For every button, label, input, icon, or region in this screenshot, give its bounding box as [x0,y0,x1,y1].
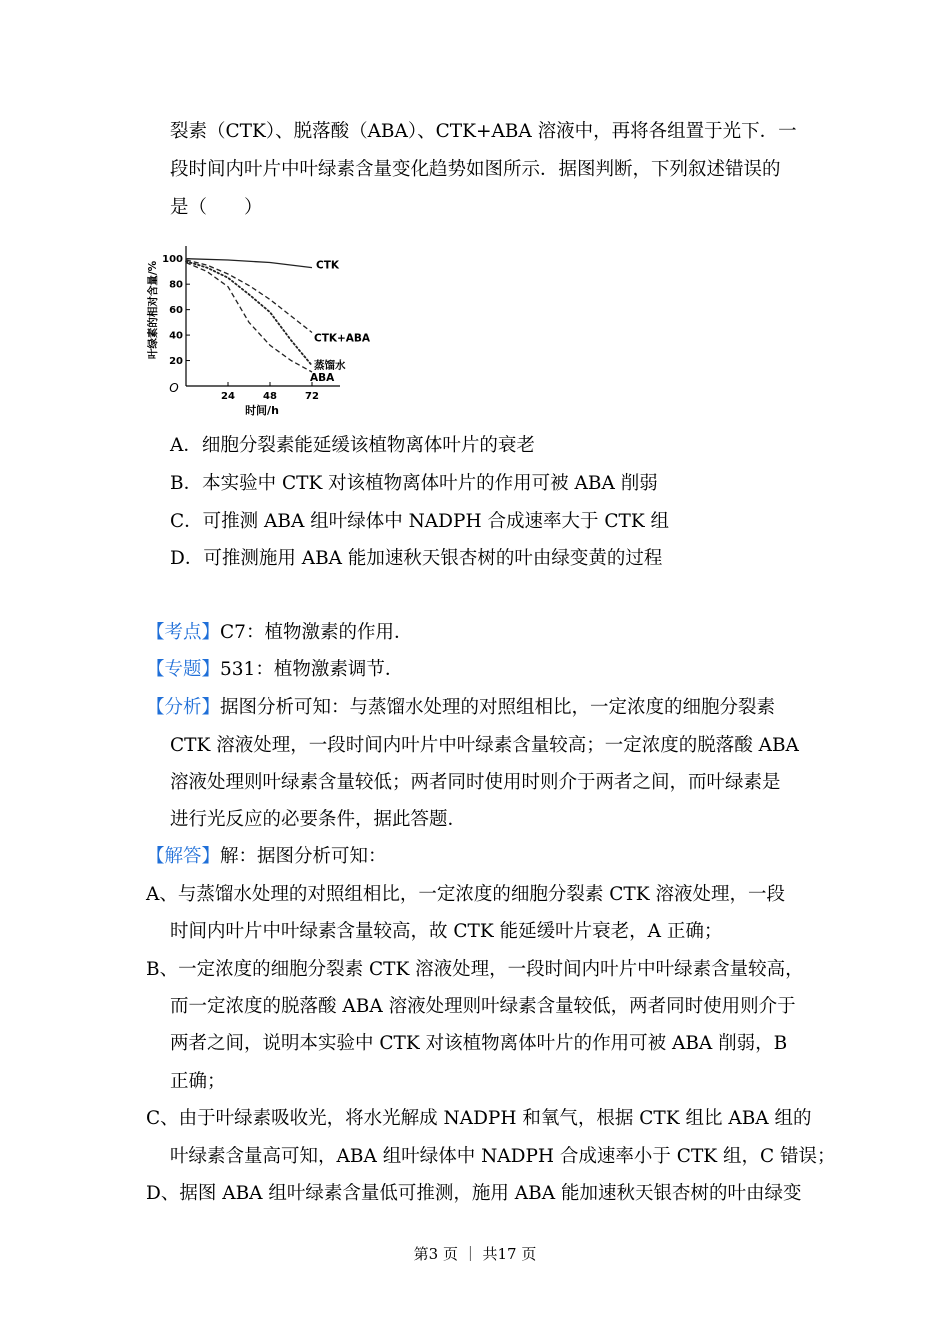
jieda-c-line-2: 叶绿素含量高可知，ABA 组叶绿体中 NADPH 合成速率小于 CTK 组，C 错误； [170,1146,836,1167]
series-label-3: ABA [310,372,335,384]
series-label-0: CTK [316,259,340,272]
jieda-b-line-4: 正确； [170,1071,226,1092]
kaodian-tag: 【考点】 [146,622,221,643]
option-a: A．细胞分裂素能延缓该植物离体叶片的衰老 [170,435,535,456]
chart-ytick-label-40: 40 [169,330,183,342]
fenxi-line-3: 溶液处理则叶绿素含量较低；两者同时使用时则介于两者之间，而叶绿素是 [170,772,781,793]
fenxi-line-4: 进行光反应的必要条件，据此答题． [170,809,467,830]
jieda-b-line-3: 两者之间，说明本实验中 CTK 对该植物离体叶片的作用可被 ABA 削弱，B [170,1033,788,1054]
series-label-1: CTK+ABA [314,332,370,345]
page-footer: 第3 页 ｜ 共17 页 [413,1245,537,1263]
chart-ytick-label-20: 20 [169,356,183,368]
fenxi-tag: 【分析】 [146,697,221,718]
question-line-2: 段时间内叶片中叶绿素含量变化趋势如图所示．据图判断，下列叙述错误的 [170,159,781,180]
zhuanti-tag: 【专题】 [146,659,221,680]
fenxi-line [146,699,775,718]
chart-series-layer [186,259,312,372]
series-line-0 [186,259,312,268]
fenxi-line-2: CTK 溶液处理，一段时间内叶片中叶绿素含量较高；一定浓度的脱落酸 ABA [170,735,799,756]
question-line-1: 裂素（CTK）、脱落酸（ABA）、CTK+ABA 溶液中，再将各组置于光下．一 [170,121,797,142]
jieda-text: 解：据图分析可知： [220,846,387,867]
jieda-b-line-2: 而一定浓度的脱落酸 ABA 溶液处理则叶绿素含量较低，两者同时使用则介于 [170,996,796,1017]
chart-xlabel: 时间/h [245,404,279,417]
chart-ytick-label-60: 60 [169,305,183,317]
series-label-2: 蒸馏水 [314,359,346,372]
jieda-d-line-1: D、据图 ABA 组叶绿素含量低可推测，施用 ABA 能加速秋天银杏树的叶由绿变 [146,1183,802,1204]
option-c: C．可推测 ABA 组叶绿体中 NADPH 合成速率大于 CTK 组 [170,511,670,532]
chart-origin-label: O [169,381,179,395]
chlorophyll-chart [140,238,370,420]
series-line-2 [186,261,312,365]
chart-xtick-label-24: 24 [221,391,235,402]
zhuanti-text: 531：植物激素调节． [220,659,404,680]
question-line-3: 是（ ） [170,197,263,218]
chart-labels-layer [310,260,370,384]
kaodian-text: C7：植物激素的作用． [220,622,413,643]
zhuanti-line [146,661,403,680]
chart-ylabel: 叶绿素的相对含量/% [147,260,159,360]
jieda-a-line-2: 时间内叶片中叶绿素含量较高，故 CTK 能延缓叶片衰老，A 正确； [170,921,723,942]
jieda-a-line-1: A、与蒸馏水处理的对照组相比，一定浓度的细胞分裂素 CTK 溶液处理，一段 [146,884,785,905]
kaodian-line [146,624,412,643]
chart-ytick-label-80: 80 [169,279,183,291]
chart-xtick-label-48: 48 [263,391,277,402]
jieda-tag: 【解答】 [146,846,221,867]
jieda-b-line-1: B、一定浓度的细胞分裂素 CTK 溶液处理，一段时间内叶片中叶绿素含量较高， [146,959,804,980]
jieda-c-line-1: C、由于叶绿素吸收光，将水光解成 NADPH 和氧气，根据 CTK 组比 ABA 组的 [146,1108,812,1129]
chart-ytick-label-100: 100 [162,254,183,266]
jieda-line [146,848,387,867]
chart-xtick-label-72: 72 [305,391,319,402]
option-d: D．可推测施用 ABA 能加速秋天银杏树的叶由绿变黄的过程 [170,548,663,569]
fenxi-first: 据图分析可知：与蒸馏水处理的对照组相比，一定浓度的细胞分裂素 [220,697,776,718]
option-b: B．本实验中 CTK 对该植物离体叶片的作用可被 ABA 削弱 [170,473,658,494]
